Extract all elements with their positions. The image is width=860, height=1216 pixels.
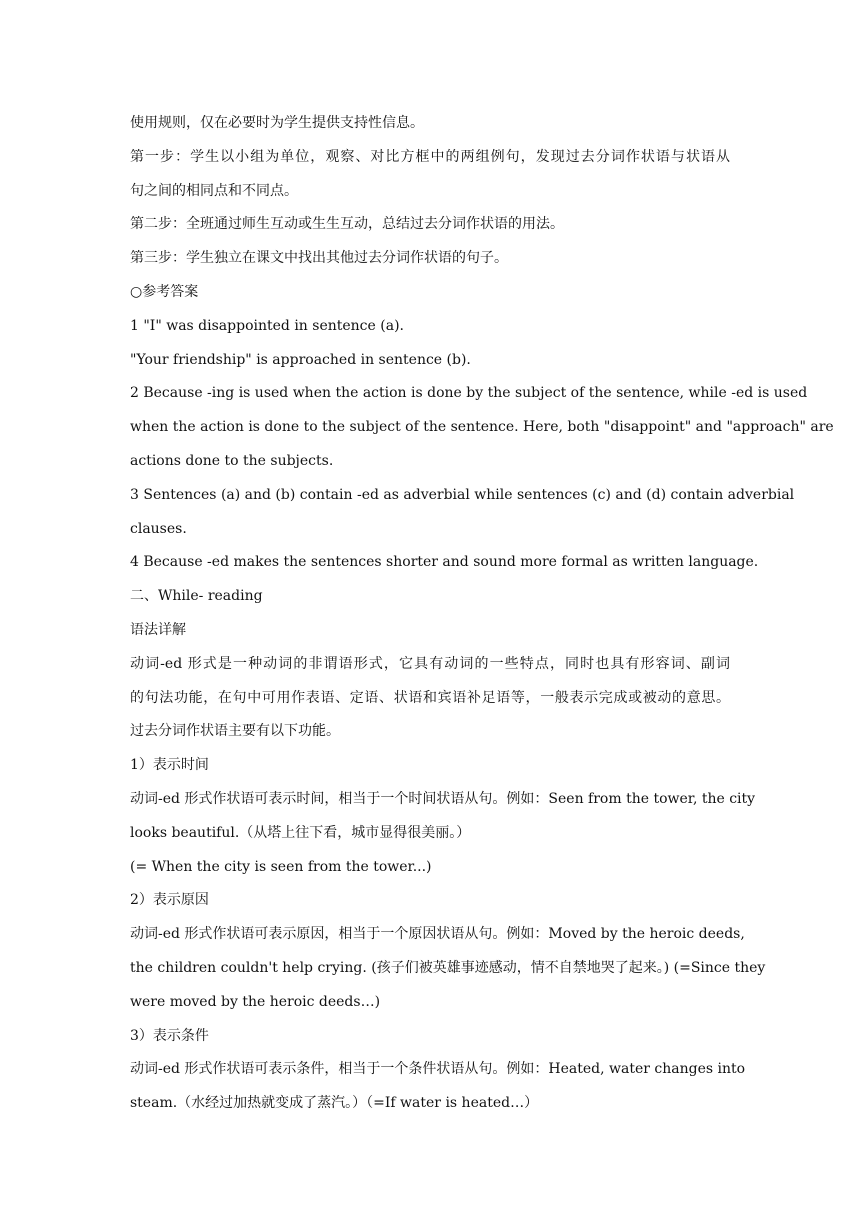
text-line: steam.（水经过加热就变成了蒸汽。）（=If water is heated…） <box>130 1095 539 1112</box>
text-line: when the action is done to the subject of the sentence. Here, both "disappoint" and "approach" are <box>130 419 834 436</box>
text-line: 1 "I" was disappointed in sentence (a). <box>130 317 404 334</box>
document-page <box>130 107 834 1121</box>
text-line: the children couldn't help crying. (孩子们被英雄事迹感动，情不自禁地哭了起来。) (=Since they <box>130 959 766 976</box>
section-label: ○参考答案 <box>130 283 199 300</box>
text-line: 使用规则，仅在必要时为学生提供支持性信息。 <box>130 115 424 131</box>
text-line: "Your friendship" is approached in sentence (b). <box>130 351 471 368</box>
text-line: 第三步：学生独立在课文中找出其他过去分词作状语的句子。 <box>130 250 508 267</box>
section-heading: 语法详解 <box>130 621 186 638</box>
text-line: 4 Because -ed makes the sentences shorter and sound more formal as written language. <box>130 554 759 571</box>
text-line: 句之间的相同点和不同点。 <box>130 182 298 199</box>
text-line: 的句法功能，在句中可用作表语、定语、状语和宾语补足语等，一般表示完成或被动的意思。 <box>130 689 730 706</box>
text-line: were moved by the heroic deeds…) <box>130 993 381 1010</box>
text-line: 动词-ed 形式作状语可表示时间，相当于一个时间状语从句。例如：Seen from the tower, the city <box>130 790 756 807</box>
text-line: 动词-ed 形式作状语可表示原因，相当于一个原因状语从句。例如：Moved by the heroic deeds, <box>130 926 745 943</box>
text-line: 2 Because -ing is used when the action is done by the subject of the sentence, while -ed is used <box>130 385 808 402</box>
text-line: 动词-ed 形式作状语可表示条件，相当于一个条件状语从句。例如：Heated, water changes into <box>130 1061 746 1078</box>
section-heading: 二、While- reading <box>130 588 263 605</box>
text-line: 过去分词作状语主要有以下功能。 <box>130 723 340 740</box>
subheading: 1）表示时间 <box>130 757 209 774</box>
text-line: 动词-ed 形式是一种动词的非谓语形式，它具有动词的一些特点，同时也具有形容词、副词 <box>130 655 730 672</box>
text-line: clauses. <box>130 520 187 537</box>
subheading: 3）表示条件 <box>130 1027 209 1044</box>
text-line: actions done to the subjects. <box>130 452 334 469</box>
text-line: 3 Sentences (a) and (b) contain -ed as adverbial while sentences (c) and (d) contain adverbial <box>130 486 795 503</box>
text-line: 第一步：学生以小组为单位，观察、对比方框中的两组例句，发现过去分词作状语与状语从 <box>130 148 730 165</box>
subheading: 2）表示原因 <box>130 892 209 909</box>
text-line: 第二步：全班通过师生互动或生生互动，总结过去分词作状语的用法。 <box>130 216 564 233</box>
text-line: looks beautiful.（从塔上往下看，城市显得很美丽。） <box>130 824 471 841</box>
text-line: (= When the city is seen from the tower...) <box>130 858 432 875</box>
